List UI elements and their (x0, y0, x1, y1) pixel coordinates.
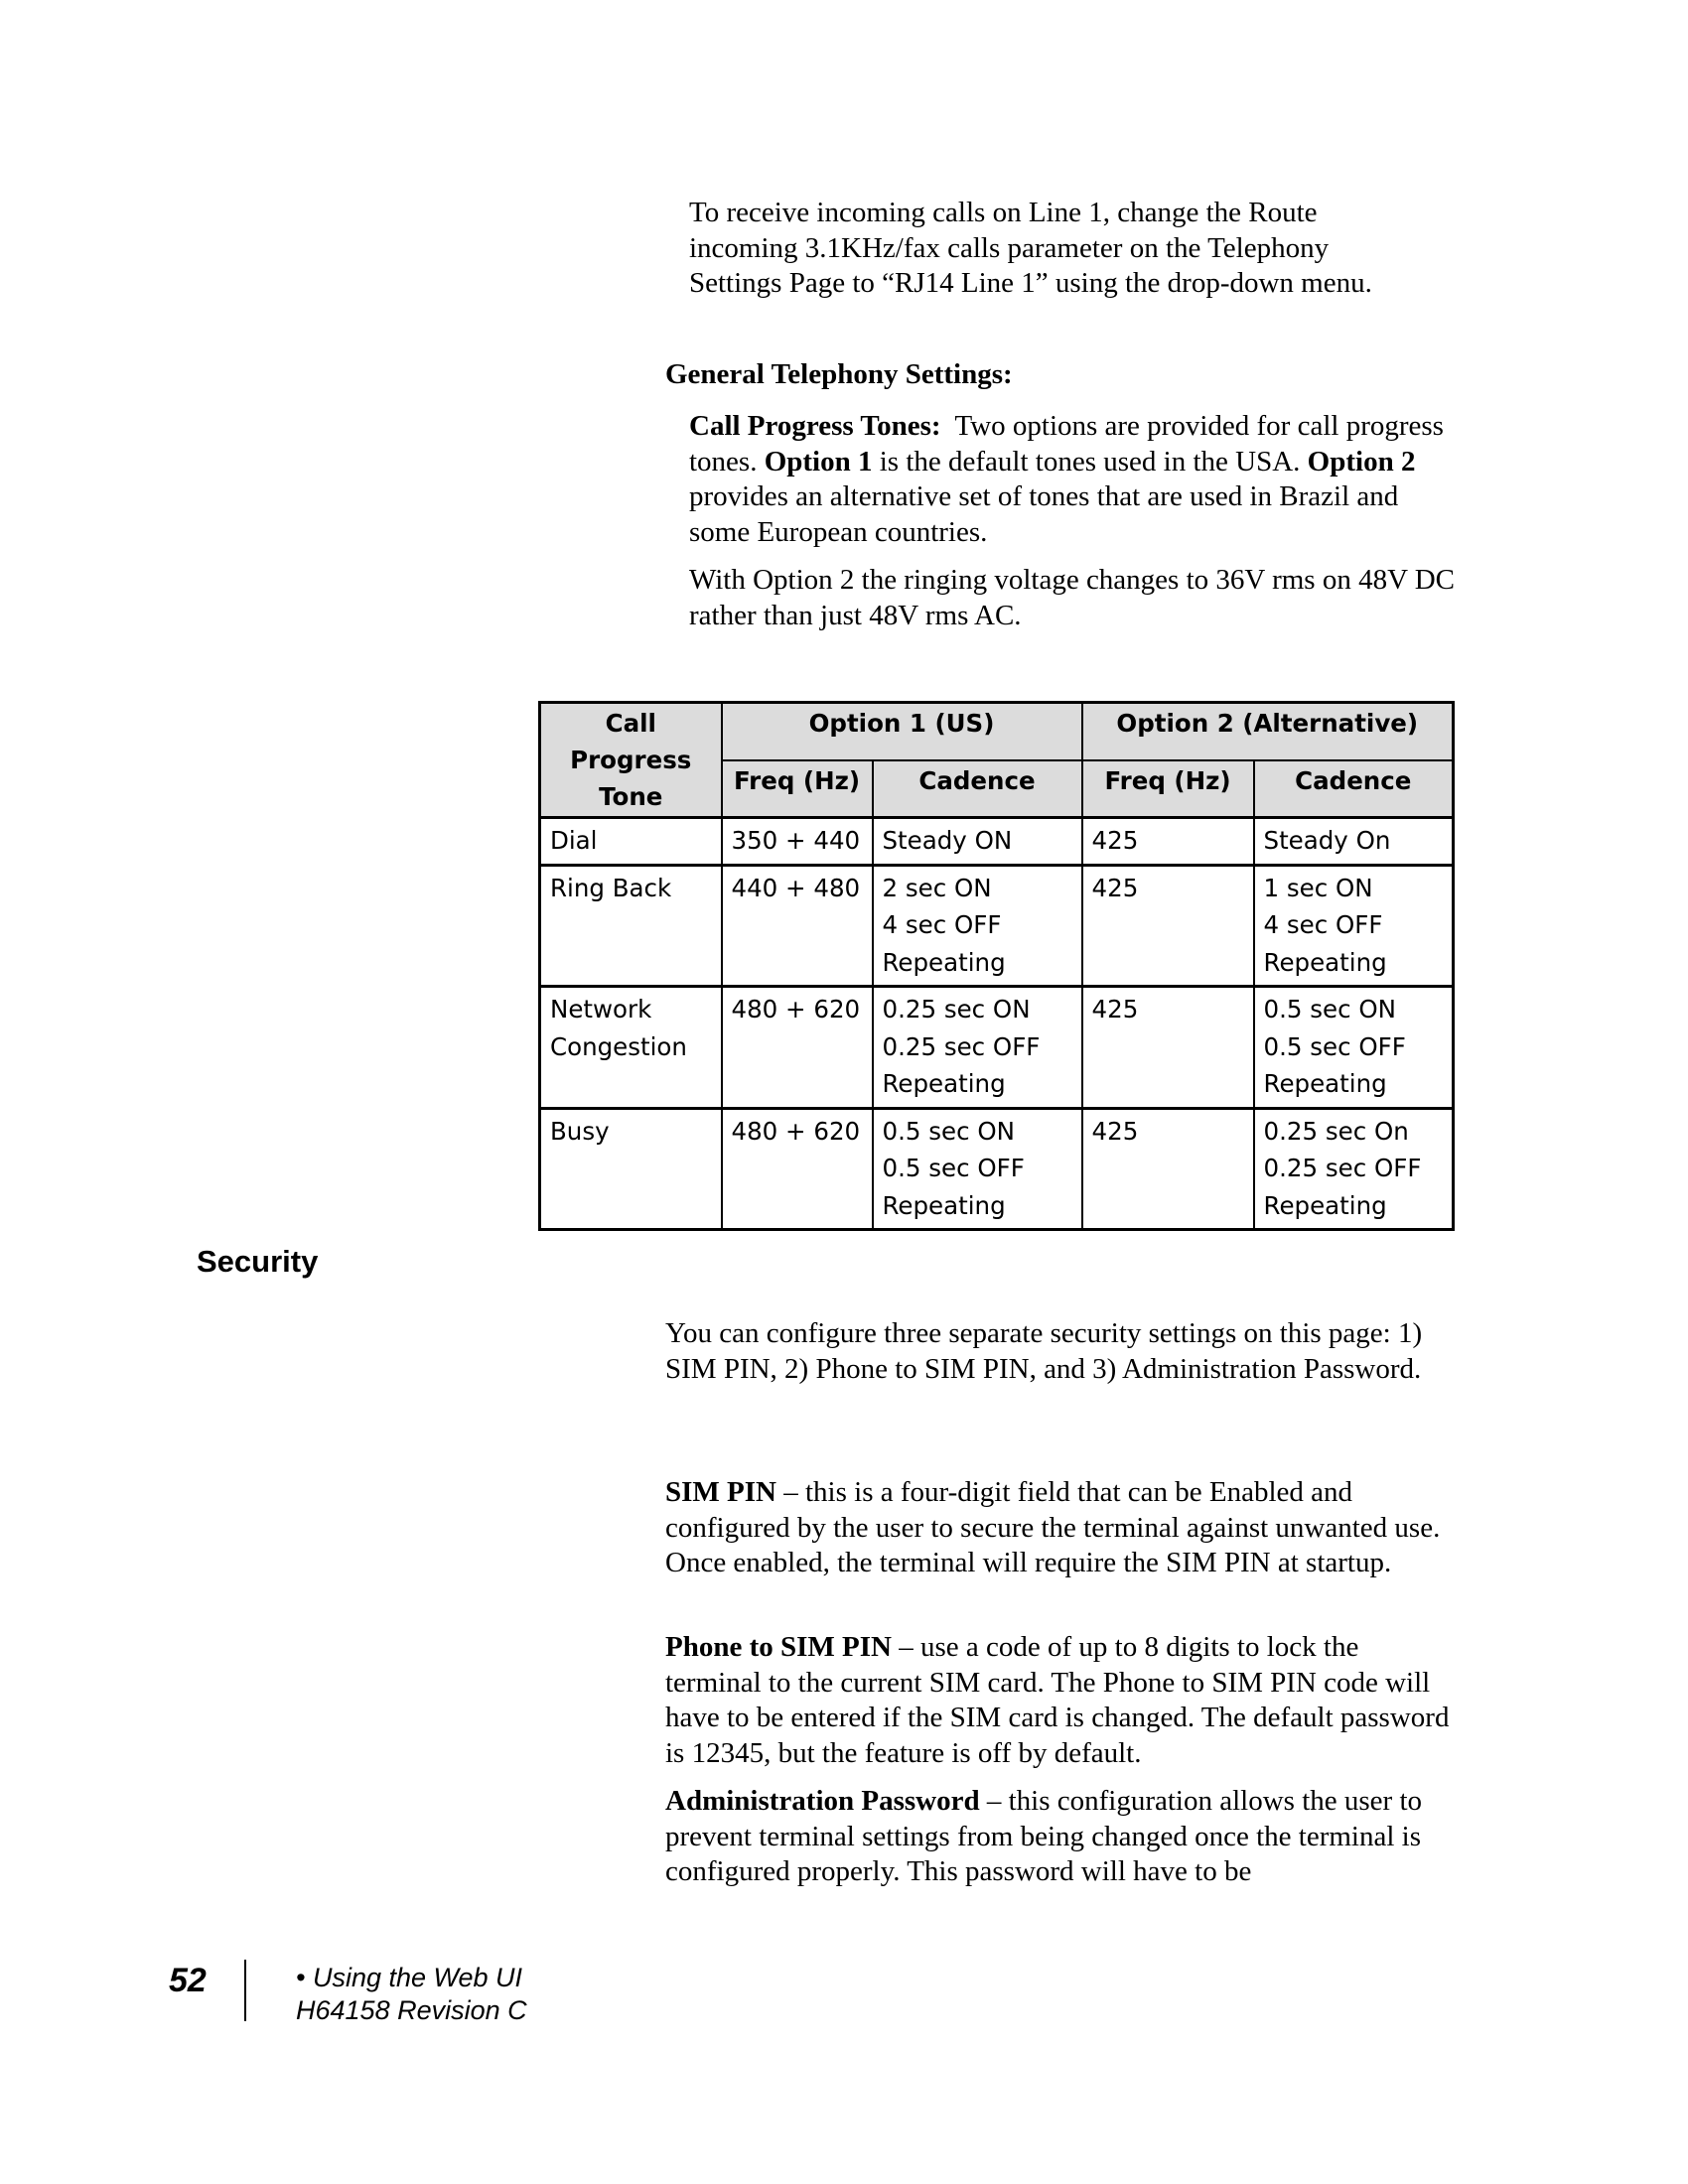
sim-pin-label: SIM PIN (665, 1476, 776, 1508)
tone-cell (540, 987, 722, 1109)
table-row (540, 865, 1454, 987)
o1-cadence-cell-line: 4 sec OFF (882, 910, 1002, 939)
intro-paragraph (689, 196, 1444, 302)
table-header-row (540, 703, 1454, 760)
o1-cadence-cell-line: Repeating (882, 1069, 1006, 1098)
o2-cadence-cell-line: Repeating (1263, 1069, 1387, 1098)
o1-cadence-cell-line: Repeating (882, 1190, 1006, 1220)
security-heading: Security (197, 1244, 319, 1279)
header-call-progress-tone: Call Progress Tone (540, 703, 722, 818)
intro-line: Settings Page to “RJ14 Line 1” using the drop-down menu. (689, 267, 1372, 299)
phone-to-sim-label: Phone to SIM PIN (665, 1631, 892, 1663)
sim-pin-paragraph (665, 1475, 1450, 1581)
tone-cell-line: Network (550, 995, 652, 1024)
option1-label: Option 1 (764, 445, 873, 478)
o1-cadence-cell-line: 0.25 sec ON (882, 995, 1031, 1024)
o2-cadence-cell-line: Repeating (1263, 1190, 1387, 1220)
o1-freq-cell: 350 + 440 (722, 818, 873, 866)
tone-cell (540, 865, 722, 987)
header-o2-freq: Freq (Hz) (1082, 760, 1254, 818)
o2-cadence-cell (1254, 865, 1454, 987)
call-progress-text3: provides an alternative set of tones that are used in Brazil and some European countries. (689, 480, 1399, 548)
o2-freq-cell: 425 (1082, 818, 1254, 866)
admin-password-paragraph (665, 1784, 1450, 1890)
admin-password-text: – this configuration allows the user to prevent terminal settings from being changed once the terminal is configured properly. This password will have to be (665, 1785, 1423, 1887)
o1-cadence-cell-line: 0.5 sec OFF (882, 1154, 1025, 1182)
footer-doc-revision: H64158 Revision C (296, 1995, 527, 2025)
o1-freq-cell: 440 + 480 (722, 865, 873, 987)
phone-to-sim-text: – use a code of up to 8 digits to lock the terminal to the current SIM card. The Phone to SIM PIN code will have to be entered if the SIM card is changed. The default password is 12345, but the feature is off by default. (665, 1631, 1450, 1769)
header-o1-cadence: Cadence (873, 760, 1082, 818)
page-number: 52 (169, 1962, 207, 1999)
o1-freq-cell: 480 + 620 (722, 987, 873, 1109)
call-progress-label: Call Progress Tones: (689, 410, 941, 442)
table-row (540, 818, 1454, 866)
sim-pin-text: – this is a four-digit field that can be Enabled and configured by the user to secure the terminal against unwanted use. Once enabled, the terminal will require the SIM PIN at startup. (665, 1476, 1441, 1578)
o2-cadence-cell-line: 1 sec ON (1263, 873, 1373, 902)
tone-cell (540, 818, 722, 866)
o1-cadence-cell (873, 818, 1082, 866)
tone-cell-line: Ring Back (550, 873, 672, 902)
o1-cadence-cell (873, 865, 1082, 987)
tone-cell-line: Congestion (550, 1031, 687, 1061)
o1-cadence-cell (873, 1108, 1082, 1230)
header-option1: Option 1 (US) (722, 703, 1082, 760)
tone-cell-line: Dial (550, 826, 598, 855)
o2-freq-cell: 425 (1082, 865, 1254, 987)
phone-to-sim-paragraph (665, 1630, 1450, 1771)
o2-cadence-cell (1254, 1108, 1454, 1230)
o2-cadence-cell-line: 0.5 sec ON (1263, 995, 1396, 1024)
table-row (540, 1108, 1454, 1230)
o2-freq-cell: 425 (1082, 1108, 1254, 1230)
o2-cadence-cell (1254, 818, 1454, 866)
call-progress-paragraph (689, 409, 1454, 550)
call-progress-text2: is the default tones used in the USA. (879, 445, 1301, 478)
o1-cadence-cell (873, 987, 1082, 1109)
footer-section: • Using the Web UI (296, 1963, 523, 1992)
security-intro: You can configure three separate security settings on this page: 1) SIM PIN, 2) Phone to SIM PIN, and 3) Administration Password. (665, 1317, 1423, 1385)
ringing-note: With Option 2 the ringing voltage changes to 36V rms on 48V DC rather than just 48V rms AC. (689, 564, 1456, 631)
header-o1-freq: Freq (Hz) (722, 760, 873, 818)
o1-cadence-cell-line: Steady ON (882, 826, 1013, 855)
o2-cadence-cell (1254, 987, 1454, 1109)
admin-password-label: Administration Password (665, 1785, 980, 1817)
o1-cadence-cell-line: Repeating (882, 947, 1006, 977)
o2-cadence-cell-line: Repeating (1263, 947, 1387, 977)
call-progress-text1: Two options are provided for call progress tones. (689, 410, 1444, 478)
intro-line: To receive incoming calls on Line 1, change the Route (689, 197, 1318, 228)
call-progress-tone-table (538, 701, 1455, 1231)
o1-cadence-cell-line: 2 sec ON (882, 873, 992, 902)
footer-info (296, 1962, 527, 2027)
o2-cadence-cell-line: 0.5 sec OFF (1263, 1031, 1406, 1061)
intro-line: incoming 3.1KHz/fax calls parameter on the Telephony (689, 231, 1330, 264)
o2-cadence-cell-line: 0.25 sec OFF (1263, 1154, 1422, 1182)
o2-cadence-cell-line: 4 sec OFF (1263, 910, 1383, 939)
footer-divider (244, 1960, 246, 2021)
general-telephony-heading: General Telephony Settings: (665, 358, 1013, 390)
o2-cadence-cell-line: 0.25 sec On (1263, 1116, 1409, 1146)
option2-label: Option 2 (1307, 445, 1416, 478)
tone-cell (540, 1108, 722, 1230)
header-option2: Option 2 (Alternative) (1082, 703, 1454, 760)
o2-freq-cell: 425 (1082, 987, 1254, 1109)
tone-cell-line: Busy (550, 1116, 610, 1146)
o1-cadence-cell-line: 0.25 sec OFF (882, 1031, 1041, 1061)
o2-cadence-cell-line: Steady On (1263, 826, 1391, 855)
header-o2-cadence: Cadence (1254, 760, 1454, 818)
o1-freq-cell: 480 + 620 (722, 1108, 873, 1230)
table-row (540, 987, 1454, 1109)
o1-cadence-cell-line: 0.5 sec ON (882, 1116, 1015, 1146)
